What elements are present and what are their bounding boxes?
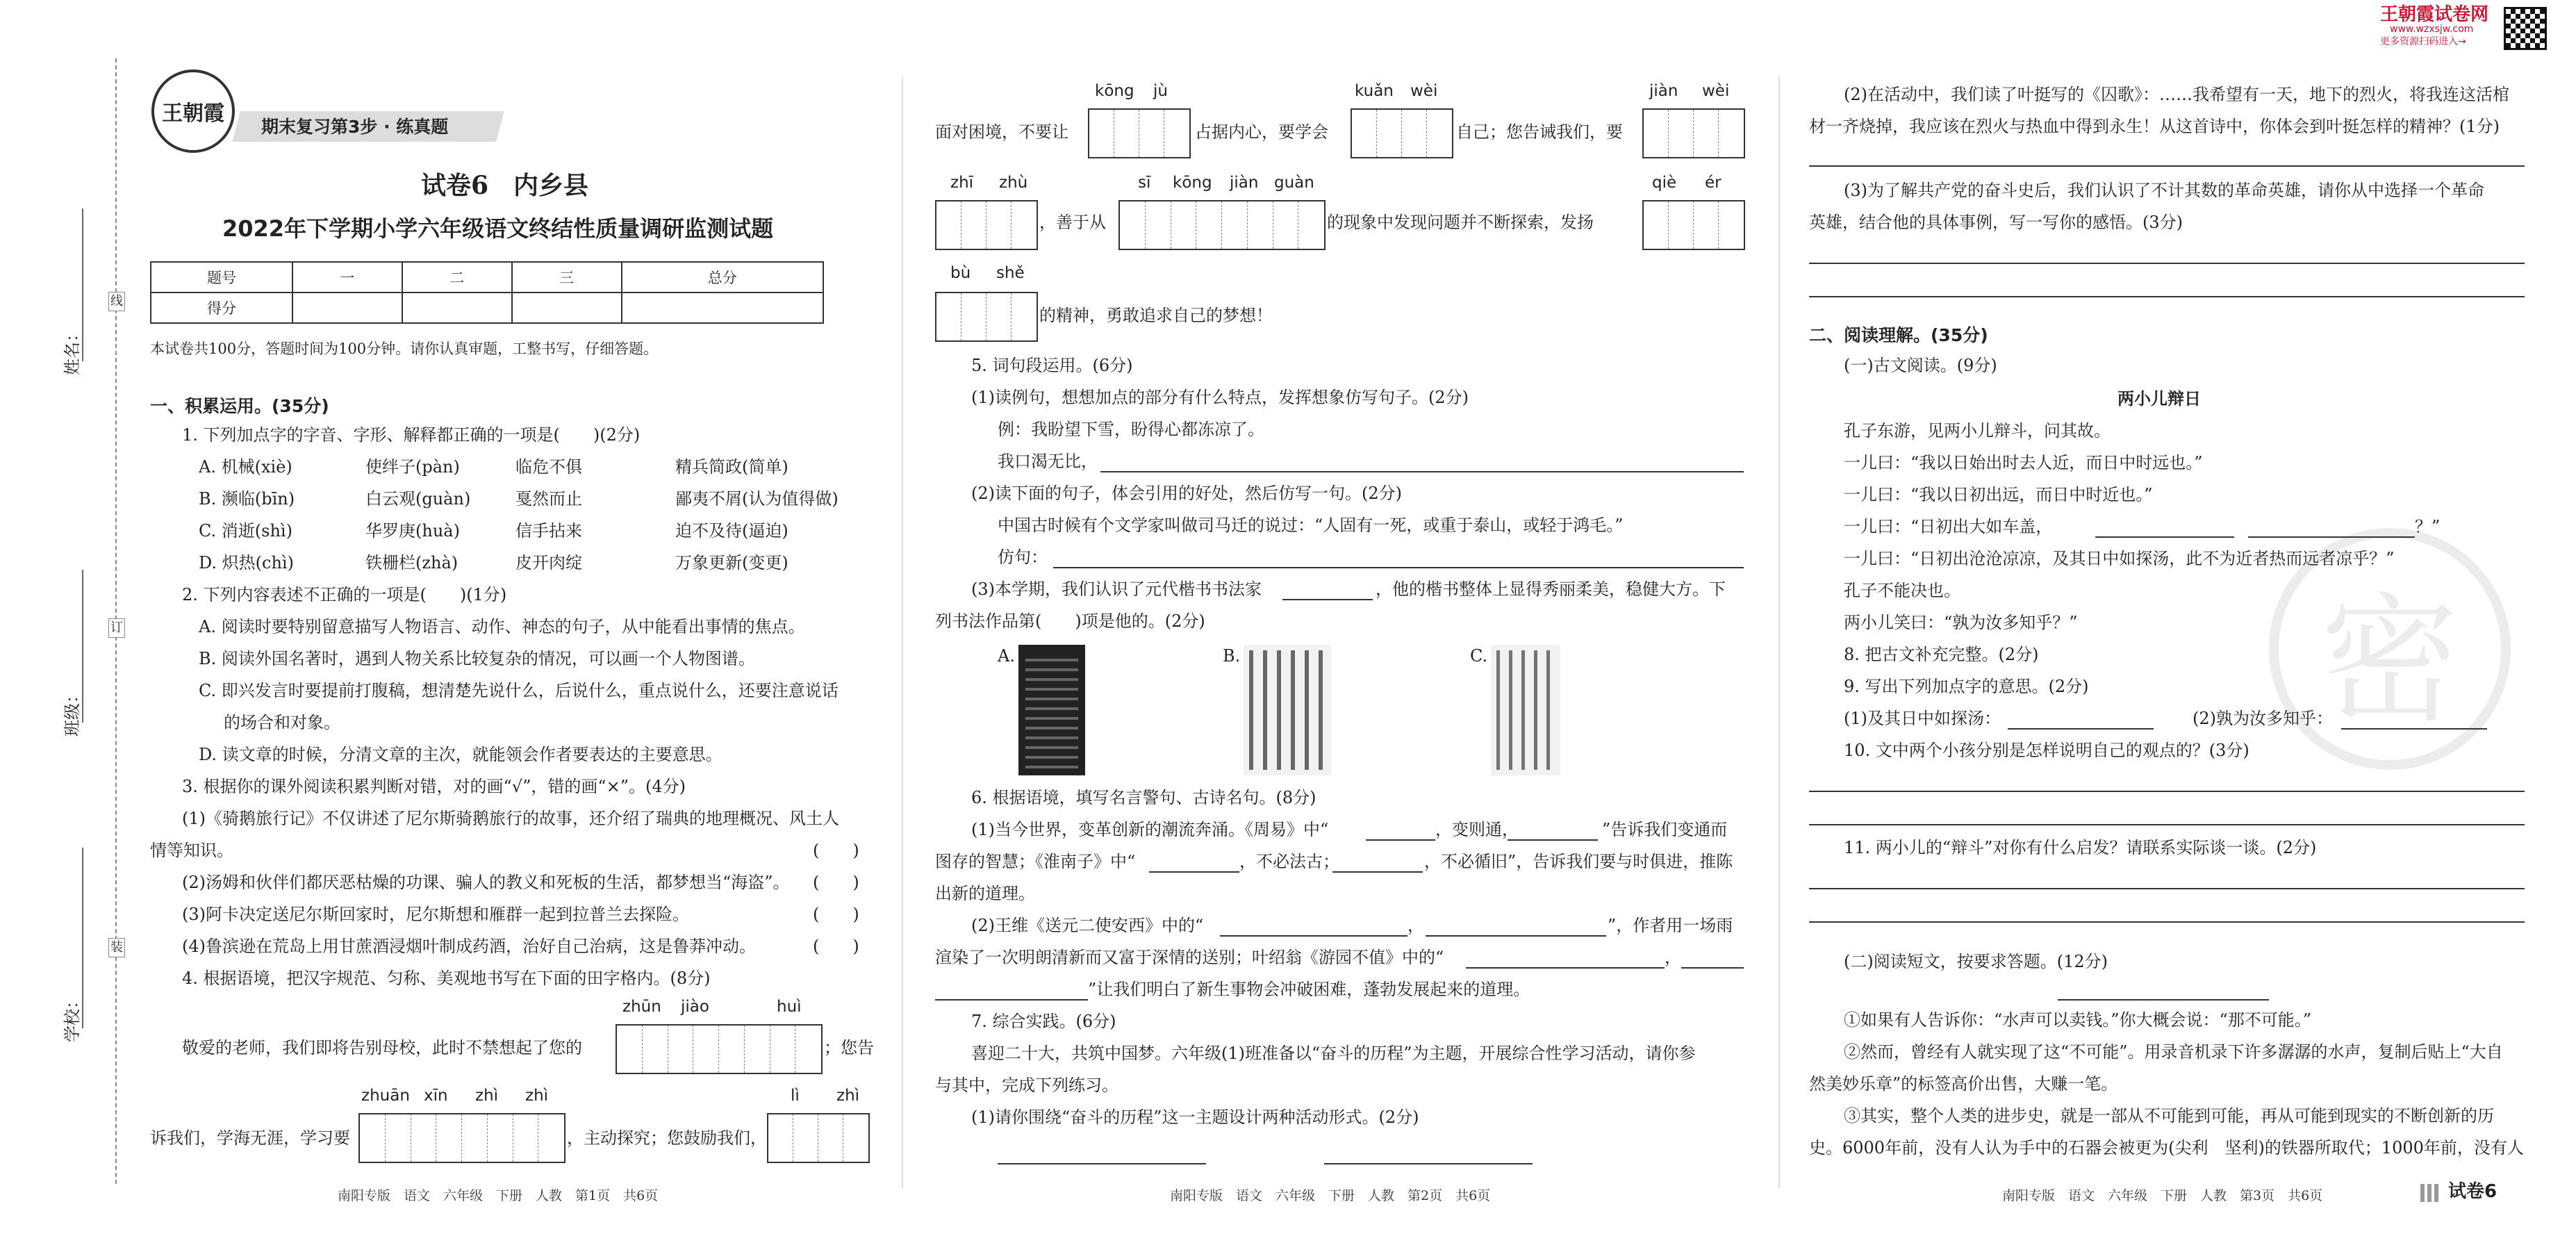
q2-option: 的场合和对象。 — [224, 713, 340, 732]
q6-2: ”让我们明白了新生事物会冲破困难，蓬勃发展起来的道理。 — [1088, 980, 1530, 999]
passage-paragraph: ①如果有人告诉你：“水声可以卖钱。”你大概会说：“那不可能。” — [1844, 1010, 2312, 1030]
q11: 11. 两小儿的“辩斗”对你有什么启发？请联系实际谈一谈。(2分) — [1844, 838, 2317, 857]
pinyin: zhì — [525, 1087, 549, 1105]
q6-blank[interactable] — [1466, 967, 1665, 969]
char-grid[interactable] — [1642, 200, 1745, 250]
passage-text: ，主动探究；您鼓励我们， — [567, 1128, 767, 1148]
name-label: 姓名： — [63, 325, 82, 375]
q6-1: 出新的道理。 — [935, 884, 1035, 903]
score-table — [150, 261, 824, 324]
q8-blank[interactable] — [2248, 536, 2415, 538]
q2-option: C. 即兴发言时要提前打腹稿，想清楚先说什么，后说什么，重点说什么，还要注意说话 — [199, 681, 839, 700]
q1-option: A. 机械(xiè) — [199, 457, 292, 477]
q5-2-answer-line[interactable] — [1053, 567, 1744, 568]
watermark-url: www.wzxsjw.com — [2390, 24, 2474, 35]
q1-option: 白云观(guàn) — [365, 489, 471, 509]
binding-mark: 线 — [108, 292, 125, 311]
pinyin: zhì — [836, 1087, 860, 1105]
story-line: 两小儿笑曰：“孰为汝多知乎？” — [1844, 613, 2078, 632]
pinyin: zhuān — [361, 1087, 410, 1105]
q5-1-answer-line[interactable] — [1100, 471, 1744, 472]
q3-answer[interactable]: ( ) — [813, 873, 859, 892]
section-2-2-title: (二)阅读短文，按要求答题。(12分) — [1844, 952, 2108, 971]
q1-option: 万象更新(变更) — [675, 553, 789, 573]
pinyin: zhù — [999, 174, 1028, 192]
pinyin: wèi — [1410, 82, 1438, 100]
char-grid[interactable] — [616, 1024, 823, 1074]
binding-mark: 订 — [108, 618, 125, 638]
q5: 5. 词句段运用。(6分) — [971, 356, 1133, 375]
q5-1: (1)读例句，想想加点的部分有什么特点，发挥想象仿写句子。(2分) — [971, 388, 1469, 407]
q6-blank[interactable] — [935, 999, 1088, 1001]
score-input[interactable] — [292, 293, 402, 323]
q5-3: (3)本学期，我们认识了元代楷书书法家 — [971, 579, 1262, 599]
option-a-label: A. — [998, 646, 1015, 666]
q7-1-answer-line[interactable] — [998, 1163, 1206, 1164]
char-grid[interactable] — [1642, 108, 1745, 158]
section-1-title: 一、积累运用。(35分) — [150, 396, 329, 416]
q10-answer-line[interactable] — [1809, 791, 2525, 792]
q9: 9. 写出下列加点字的意思。(2分) — [1844, 677, 2089, 696]
q3-item: (2)汤姆和伙伴们都厌恶枯燥的功课、骗人的教义和死板的生活，都梦想当“海盗”。 — [182, 873, 790, 892]
q7-2: 材一齐烧掉，我应该在烈火与热血中得到永生！从这首诗中，你体会到叶挺怎样的精神？(1分) — [1809, 117, 2500, 136]
passage-text: 敬爱的老师，我们即将告别母校，此时不禁想起了您的 — [182, 1038, 582, 1057]
q6-1: ”告诉我们变通而 — [1602, 820, 1728, 839]
option-c-label: C. — [1470, 646, 1488, 666]
binding-mark: 装 — [108, 938, 125, 957]
q8: 8. 把古文补充完整。(2分) — [1844, 645, 2039, 664]
brand-logo-text: 王朝霞 — [162, 101, 224, 126]
q6-blank[interactable] — [1681, 967, 1744, 969]
secret-stamp-text: 密 — [2320, 579, 2459, 742]
paper-title: 试卷6 内乡县 — [421, 171, 589, 200]
q2-option: A. 阅读时要特别留意描写人物语言、动作、神态的句子，从中能看出事情的焦点。 — [199, 617, 805, 636]
char-grid[interactable] — [1118, 200, 1326, 250]
calligraphy-sample-c[interactable] — [1491, 645, 1560, 775]
passage-paragraph: 史。6000年前，没有人认为手中的石器会被更为(尖利 坚利)的铁器所取代；1000年前，没有人 — [1809, 1138, 2524, 1158]
q6-2: 渲染了一次明朗清新而又富于深情的送别；叶绍翁《游园不值》中的“ — [935, 948, 1444, 967]
q6-blank[interactable] — [1220, 935, 1407, 937]
q1: 1. 下列加点字的字音、字形、解释都正确的一项是( )(2分) — [182, 425, 641, 445]
pinyin: shě — [996, 264, 1025, 282]
q2: 2. 下列内容表述不正确的一项是( )(1分) — [182, 585, 507, 604]
q3-answer[interactable]: ( ) — [813, 937, 859, 956]
q7-3: (3)为了解共产党的奋斗史后，我们认识了不计其数的革命英雄，请你从中选择一个革命 — [1844, 181, 2484, 200]
q5-3-blank[interactable] — [1282, 599, 1373, 600]
q6-blank[interactable] — [1366, 839, 1435, 841]
score-input[interactable] — [622, 293, 823, 323]
watermark-note: 更多资源扫码进入→ — [2380, 36, 2466, 47]
q2-option: D. 读文章的时候，分清文章的主次，就能领会作者要表达的主要意思。 — [199, 745, 723, 764]
q6-1: ，变则通， — [1435, 820, 1519, 839]
q1-option: 迫不及待(逼迫) — [675, 521, 789, 541]
option-b-label: B. — [1223, 646, 1241, 666]
q5-2: (2)读下面的句子，体会引用的好处，然后仿写一句。(2分) — [971, 484, 1402, 503]
q9-1: (1)及其日中如探汤： — [1844, 709, 2001, 728]
class-label: 班级： — [63, 686, 82, 736]
passage-text: 自己；您告诫我们，要 — [1456, 122, 1623, 142]
passage-text: 的现象中发现问题并不断探索，发扬 — [1327, 213, 1594, 232]
watermark-site: 王朝霞试卷网 — [2380, 4, 2489, 25]
pinyin: guàn — [1274, 174, 1314, 192]
q7-text: 喜迎二十大，共筑中国梦。六年级(1)班准备以“奋斗的历程”为主题，开展综合性学习活动，请你参 — [971, 1044, 1696, 1063]
page-footer: 南阳专版 语文 六年级 下册 人教 第2页 共6页 — [1170, 1188, 1491, 1203]
q3-item: (4)鲁滨逊在荒岛上用甘蔗酒浸烟叶制成药酒，治好自己治病，这是鲁莽冲动。 — [182, 937, 756, 956]
story-line-end: ？” — [2415, 517, 2441, 536]
score-table-cell: 一 — [292, 262, 402, 293]
char-grid[interactable] — [1351, 108, 1453, 158]
passage-paragraph: 然美妙乐章”的标签高价出售，大赚一笔。 — [1809, 1074, 2118, 1094]
q3-item: 情等知识。 — [150, 841, 233, 860]
q11-answer-line[interactable] — [1809, 888, 2525, 889]
q1-option: D. 炽热(chì) — [199, 553, 294, 573]
q1-option: 信手拈来 — [515, 521, 582, 541]
column-divider — [1778, 76, 1780, 1188]
q4: 4. 根据语境，把汉字规范、匀称、美观地书写在下面的田字格内。(8分) — [182, 969, 711, 988]
passage-text: 占据内心，要学会 — [1195, 122, 1328, 142]
pinyin: bù — [950, 264, 971, 282]
char-grid[interactable] — [358, 1113, 565, 1163]
q1-option: B. 濒临(bīn) — [199, 489, 295, 509]
class-field[interactable] — [82, 570, 83, 723]
page-footer: 南阳专版 语文 六年级 下册 人教 第1页 共6页 — [338, 1188, 659, 1203]
passage-text: ；您告 — [824, 1038, 874, 1057]
brand-logo — [151, 69, 235, 153]
q7-3: 英雄，结合他的具体事例，写一写你的感悟。(3分) — [1809, 213, 2183, 232]
pinyin: zhūn — [622, 998, 661, 1016]
notice: 本试卷共100分，答题时间为100分钟。请你认真审题，工整书写，仔细答题。 — [150, 340, 659, 357]
q6-blank[interactable] — [1426, 935, 1606, 937]
q9-2: (2)孰为汝多知乎： — [2193, 709, 2333, 728]
q11-answer-line[interactable] — [1809, 921, 2525, 923]
q6-blank[interactable] — [1149, 871, 1239, 873]
q3-item: (3)阿卡决定送尼尔斯回家时，尼尔斯想和雁群一起到拉普兰去探险。 — [182, 905, 689, 924]
score-table-cell: 得分 — [151, 293, 292, 323]
q1-option: 使绊子(pàn) — [365, 457, 460, 477]
story-line: 一儿曰：“日初出大如车盖， — [1844, 517, 2053, 536]
passage-text: 的精神，勇敢追求自己的梦想！ — [1039, 306, 1273, 325]
passage-text: ，善于从 — [1039, 213, 1106, 232]
q6-2: ”，作者用一场雨 — [1608, 916, 1733, 935]
q6-1: (1)当今世界，变革创新的潮流奔涌。《周易》中“ — [971, 820, 1329, 839]
calligraphy-sample-a[interactable] — [1018, 645, 1085, 775]
q5-1-answer-prefix: 我口渴无比， — [998, 452, 1098, 471]
pinyin: qiè — [1652, 174, 1677, 192]
q6-2: ， — [1665, 948, 1681, 967]
q1-option: C. 消逝(shì) — [199, 521, 292, 541]
story-line: 一儿曰：“我以日初出远，而日中时近也。” — [1844, 485, 2153, 504]
q6-blank[interactable] — [1332, 871, 1423, 873]
step-label: 期末复习第3步 · 练真题 — [261, 117, 449, 137]
passage-title-blank[interactable] — [2058, 999, 2269, 1001]
q6: 6. 根据语境，填写名言警句、古诗名句。(8分) — [971, 788, 1316, 807]
paper-subtitle: 2022年下学期小学六年级语文终结性质量调研监测试题 — [222, 215, 774, 242]
q5-1-example: 例：我盼望下雪，盼得心都冻凉了。 — [998, 420, 1264, 439]
pinyin: jiàn — [1649, 82, 1678, 100]
school-field[interactable] — [82, 848, 83, 1028]
q7-1-answer-line[interactable] — [1324, 1163, 1533, 1164]
score-input[interactable] — [512, 293, 622, 323]
q7: 7. 综合实践。(6分) — [971, 1012, 1116, 1031]
q5-3: 列书法作品第( )项是他的。(2分) — [935, 611, 1205, 631]
q7-3-answer-line[interactable] — [1809, 263, 2525, 264]
story-line: 孔子不能决也。 — [1844, 581, 1960, 600]
score-table-cell: 题号 — [151, 262, 292, 293]
q1-option: 精兵简政(简单) — [675, 457, 789, 477]
section-2-1-title: (一)古文阅读。(9分) — [1844, 356, 1997, 375]
page-footer: 南阳专版 语文 六年级 下册 人教 第3页 共6页 — [2002, 1188, 2323, 1203]
q7-3-answer-line[interactable] — [1809, 296, 2525, 297]
q5-3: ，他的楷书整体上显得秀丽柔美，稳健大方。下 — [1376, 579, 1726, 599]
q7-1: (1)请你围绕“奋斗的历程”这一主题设计两种活动形式。(2分) — [971, 1108, 1419, 1127]
pinyin: wèi — [1702, 82, 1730, 100]
q1-option: 华罗庚(huà) — [365, 521, 460, 541]
q2-option: B. 阅读外国名著时，遇到人物关系比较复杂的情况，可以画一个人物图谱。 — [199, 649, 755, 668]
pinyin: huì — [777, 998, 802, 1016]
score-table-cell: 三 — [512, 262, 622, 293]
section-2-title: 二、阅读理解。(35分) — [1809, 325, 1988, 345]
passage-text: 诉我们，学海无涯，学习要 — [150, 1128, 350, 1148]
q9-1-answer-line[interactable] — [2008, 728, 2154, 730]
paper-badge: 试卷6 — [2448, 1181, 2497, 1202]
calligraphy-sample-b[interactable] — [1244, 645, 1331, 775]
score-input[interactable] — [402, 293, 512, 323]
char-grid[interactable] — [767, 1113, 870, 1163]
pinyin: lì — [791, 1087, 800, 1105]
q7-text: 与其中，完成下列练习。 — [935, 1076, 1118, 1095]
q5-2-text: 中国古时候有个文学家叫做司马迁的说过：“人固有一死，或重于泰山，或轻于鸿毛。” — [998, 516, 1624, 535]
q7-2: (2)在活动中，我们读了叶挺写的《囚歌》：……我希望有一天，地下的烈火，将我连这活棺 — [1844, 85, 2509, 104]
pinyin: sī — [1138, 174, 1151, 192]
passage-paragraph: ②然而，曾经有人就实现了这“不可能”。用录音机录下许多潺潺的水声，复制后贴上“大自 — [1844, 1042, 2503, 1062]
q6-1: ，不必法古； — [1239, 852, 1339, 871]
q8-blank[interactable] — [2095, 536, 2234, 538]
score-table-cell: 总分 — [622, 262, 823, 293]
q3-item: (1)《骑鹅旅行记》不仅讲述了尼尔斯骑鹅旅行的故事，还介绍了瑞典的地理概况、风土人 — [182, 809, 839, 828]
column-divider — [902, 76, 903, 1188]
pinyin: kōng — [1095, 82, 1134, 100]
q6-2: (2)王维《送元二使安西》中的“ — [971, 916, 1204, 935]
story-title: 两小儿辩日 — [2117, 389, 2201, 409]
q6-1: 图存的智慧；《淮南子》中“ — [935, 852, 1136, 871]
char-grid[interactable] — [1088, 108, 1191, 158]
pinyin: jiàn — [1230, 174, 1259, 192]
qr-code-icon[interactable] — [2504, 7, 2547, 50]
school-label: 学校： — [63, 992, 82, 1042]
q6-2: ， — [1407, 916, 1424, 935]
story-line: 一儿曰：“日初出沧沧凉凉，及其日中如探汤，此不为近者热而远者凉乎？” — [1844, 549, 2395, 568]
q1-option: 铁栅栏(zhà) — [365, 553, 459, 573]
pinyin: kōng — [1173, 174, 1212, 192]
score-table-cell: 二 — [402, 262, 512, 293]
q3: 3. 根据你的课外阅读积累判断对错，对的画“√”，错的画“×”。(4分) — [182, 777, 686, 796]
q1-option: 鄙夷不屑(认为值得做) — [675, 489, 839, 509]
char-grid[interactable] — [935, 292, 1038, 342]
q6-blank[interactable] — [1508, 839, 1598, 841]
passage-text: 面对困境，不要让 — [935, 122, 1068, 142]
pinyin: ér — [1705, 174, 1722, 192]
story-line: 一儿曰：“我以日始出时去人近，而日中时远也。” — [1844, 453, 2203, 472]
name-field[interactable] — [82, 208, 83, 361]
passage-paragraph: ③其实，整个人类的进步史，就是一部从不可能到可能，再从可能到现实的不断创新的历 — [1844, 1106, 2494, 1126]
char-grid[interactable] — [935, 200, 1038, 250]
q9-2-answer-line[interactable] — [2341, 728, 2487, 730]
q1-option: 临危不俱 — [515, 457, 582, 477]
pinyin: zhì — [475, 1087, 499, 1105]
q10-answer-line[interactable] — [1809, 824, 2525, 825]
pinyin: jù — [1153, 82, 1168, 100]
pinyin: zhī — [950, 174, 974, 192]
q1-option: 戛然而止 — [515, 489, 582, 509]
q5-2-answer-prefix: 仿句： — [998, 548, 1048, 567]
story-line: 孔子东游，见两小儿辩斗，问其故。 — [1844, 421, 2111, 441]
q7-2-answer-line[interactable] — [1809, 165, 2525, 167]
corner-decoration — [2420, 1184, 2441, 1202]
q3-answer[interactable]: ( ) — [813, 841, 859, 860]
pinyin: jiào — [681, 998, 709, 1016]
pinyin: xīn — [424, 1087, 448, 1105]
q6-1: ，不必循旧”，告诉我们要与时俱进，推陈 — [1424, 852, 1733, 871]
pinyin: kuǎn — [1355, 82, 1394, 100]
q1-option: 皮开肉绽 — [515, 553, 582, 573]
q3-answer[interactable]: ( ) — [813, 905, 859, 924]
q10: 10. 文中两个小孩分别是怎样说明自己的观点的？(3分) — [1844, 741, 2249, 760]
